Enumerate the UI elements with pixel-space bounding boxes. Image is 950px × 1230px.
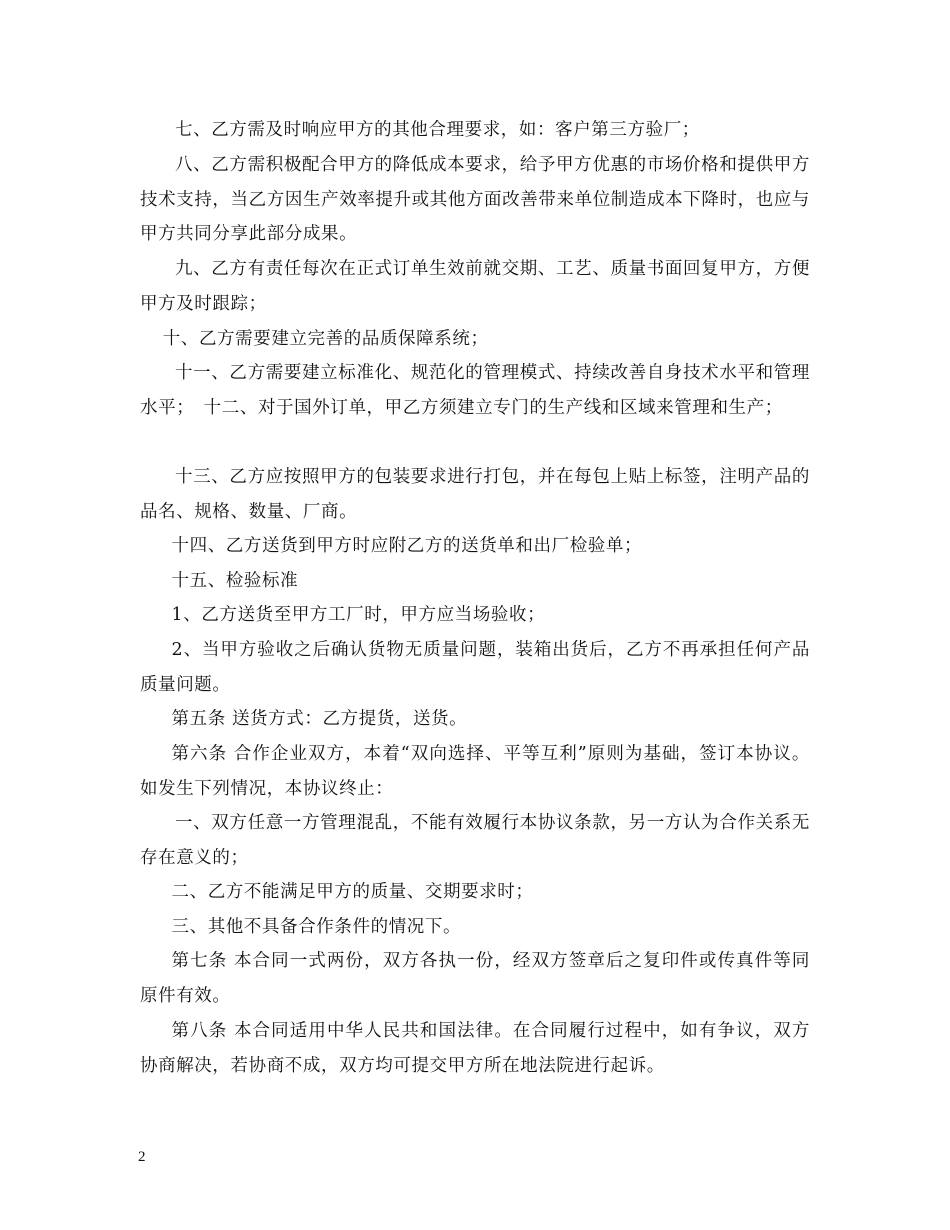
paragraph-clause-11-12: 十一、乙方需要建立标准化、规范化的管理模式、持续改善自身技术水平和管理水平； 十二、对于国外订单，甲乙方须建立专门的生产线和区域来管理和生产； <box>140 363 810 418</box>
paragraph-clause-9: 九、乙方有责任每次在正式订单生效前就交期、工艺、质量书面回复甲方，方便甲方及时跟踪； <box>140 259 810 314</box>
paragraph-termination-3: 三、其他不具备合作条件的情况下。 <box>171 917 462 937</box>
paragraph-clause-15-title: 十五、检验标准 <box>171 571 299 591</box>
page-number: 2 <box>138 1149 146 1165</box>
paragraph-article-5: 第五条 送货方式：乙方提货，送货。 <box>171 709 468 729</box>
paragraph-article-6: 第六条 合作企业双方，本着“双向选择、平等互利”原则为基础，签订本协议。如发生下列情况，本协议终止： <box>140 744 810 799</box>
paragraph-inspection-1: 1、乙方送货至甲方工厂时，甲方应当场验收； <box>171 605 546 625</box>
paragraph-clause-8: 八、乙方需积极配合甲方的降低成本要求，给予甲方优惠的市场价格和提供甲方技术支持，当乙方因生产效率提升或其他方面改善带来单位制造成本下降时，也应与甲方共同分享此部分成果。 <box>140 155 810 244</box>
paragraph-clause-14: 十四、乙方送货到甲方时应附乙方的送货单和出厂检验单； <box>171 536 643 556</box>
paragraph-article-8: 第八条 本合同适用中华人民共和国法律。在合同履行过程中，如有争议，双方协商解决，若协商不成，双方均可提交甲方所在地法院进行起诉。 <box>140 1021 810 1076</box>
paragraph-termination-1: 一、双方任意一方管理混乱，不能有效履行本协议条款，另一方认为合作关系无存在意义的； <box>140 813 810 868</box>
paragraph-termination-2: 二、乙方不能满足甲方的质量、交期要求时； <box>171 882 534 902</box>
paragraph-article-7: 第七条 本合同一式两份，双方各执一份，经双方签章后之复印件或传真件等同原件有效。 <box>140 951 810 1006</box>
paragraph-clause-7: 七、乙方需及时响应甲方的其他合理要求，如：客户第三方验厂； <box>175 120 700 140</box>
paragraph-clause-10: 十、乙方需要建立完善的品质保障系统； <box>162 329 489 349</box>
paragraph-clause-13: 十三、乙方应按照甲方的包装要求进行打包，并在每包上贴上标签，注明产品的品名、规格、数量、厂商。 <box>140 467 810 522</box>
paragraph-inspection-2: 2、当甲方验收之后确认货物无质量问题，装箱出货后，乙方不再承担任何产品质量问题。 <box>140 640 810 695</box>
